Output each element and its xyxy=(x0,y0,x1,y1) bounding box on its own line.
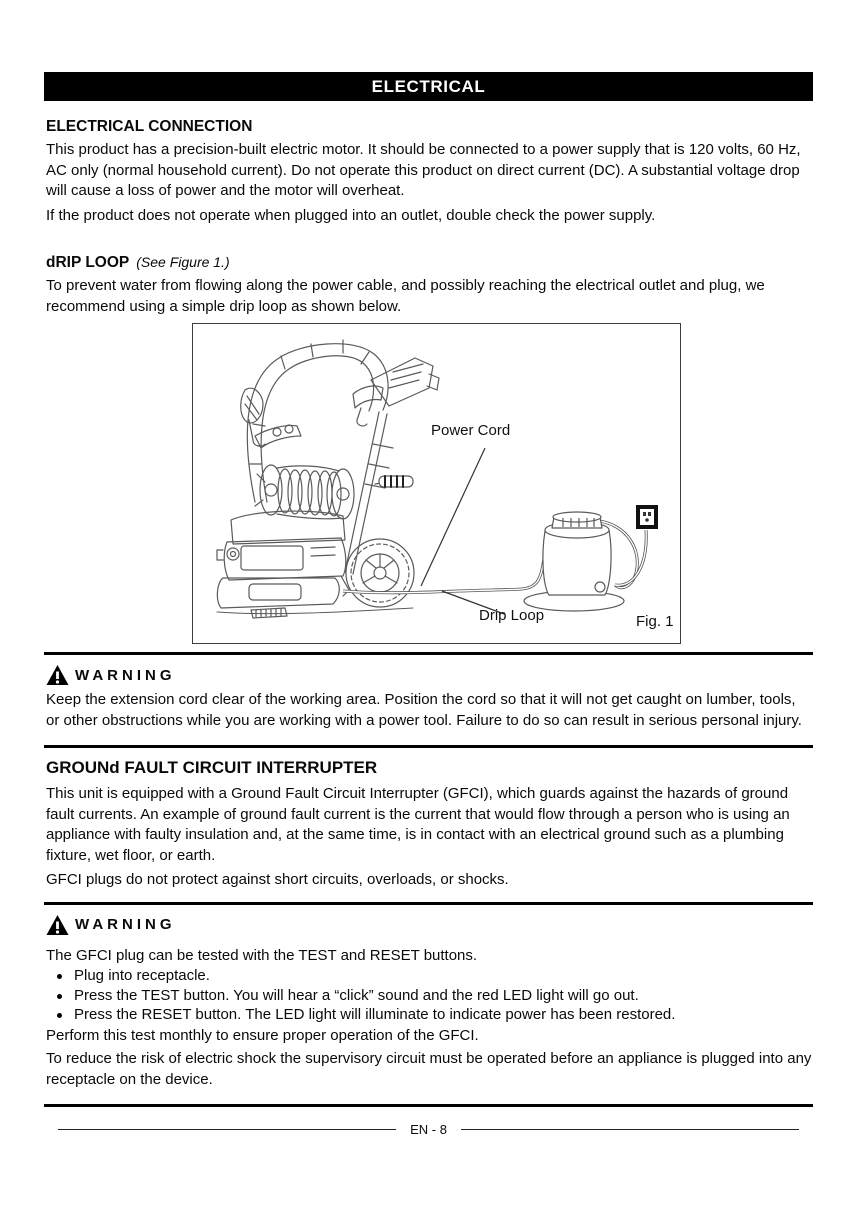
list-item xyxy=(46,966,813,986)
drip-loop-heading-note: (See Figure 1.) xyxy=(136,254,230,270)
divider-rule xyxy=(44,1104,813,1107)
power-cord-label: Power Cord xyxy=(431,422,511,439)
page-footer xyxy=(58,1119,799,1139)
electrical-connection-para2: If the product does not operate when plugged into an outlet, double check the power supply. xyxy=(46,206,656,224)
warning1-body: Keep the extension cord clear of the working area. Position the cord so that it will not get caught on lumber, tools, or other obstructions while you are working with a power tool. Failure to do so can result in serious personal injury. xyxy=(46,691,802,729)
warning2-outro1: Perform this test monthly to ensure proper operation of the GFCI. xyxy=(46,1026,479,1044)
warning2-header xyxy=(46,913,813,937)
warning2-intro: The GFCI plug can be tested with the TEST and RESET buttons. xyxy=(46,946,478,964)
outlet-icon xyxy=(636,505,658,529)
drip-loop-label: Drip Loop xyxy=(479,607,545,624)
list-item-text: Plug into receptacle. xyxy=(74,967,210,984)
drip-loop-heading-row xyxy=(46,253,813,272)
figure-1-illustration xyxy=(193,324,680,643)
list-item-text: Press the RESET button. The LED light will illuminate to indicate power has been restored. xyxy=(74,1006,676,1023)
warning2-outro2: To reduce the risk of electric shock the supervisory circuit must be operated before an appliance is plugged into any receptacle on the device. xyxy=(46,1050,812,1088)
divider-rule xyxy=(44,652,813,655)
gfci-para2: GFCI plugs do not protect against short circuits, overloads, or shocks. xyxy=(46,871,509,888)
warning1-header xyxy=(46,663,813,687)
figure-caption: Fig. 1 xyxy=(636,613,674,630)
page-content xyxy=(44,72,813,1139)
warning-triangle-icon xyxy=(46,914,69,936)
gfci-para1: This unit is equipped with a Ground Fault Circuit Interrupter (GFCI), which guards against the hazards of ground fault currents. An example of ground fault current is the current that would flow through a person who is using an appliance with faulty insulation and, at the same time, is in contact with an electrical ground such as a plumbing fixture, wet floor, or earth. xyxy=(46,785,790,864)
electrical-connection-heading: ELECTRICAL CONNECTION xyxy=(46,118,253,135)
gfci-test-steps-list xyxy=(44,966,813,1025)
divider-rule xyxy=(44,745,813,748)
footer-left-line xyxy=(58,1129,396,1130)
warning2-title: WARNING xyxy=(75,916,176,933)
warning1-title: WARNING xyxy=(75,666,176,684)
divider-rule xyxy=(44,902,813,905)
drip-loop-para: To prevent water from flowing along the power cable, and possibly reaching the electrical outlet and plug, we recommend using a simple drip loop as shown below. xyxy=(46,277,765,315)
footer-right-line xyxy=(461,1129,799,1130)
list-item-text: Press the TEST button. You will hear a “click” sound and the red LED light will go out. xyxy=(74,986,639,1004)
electrical-connection-para1: This product has a precision-built electric motor. It should be connected to a power supply that is 120 volts, 60 Hz, AC only (normal household current). Do not operate this product on direct current (DC). A substantial voltage drop will cause a loss of power and the motor will overheat. xyxy=(46,141,801,199)
drip-loop-heading: dRIP LOOP xyxy=(46,254,130,271)
section-banner-title: ELECTRICAL xyxy=(371,76,486,96)
page-number-label: EN - 8 xyxy=(410,1121,447,1137)
figure-1 xyxy=(192,323,681,644)
warning-triangle-icon xyxy=(46,664,69,686)
section-banner xyxy=(44,72,813,101)
power-cord-leader-line xyxy=(421,448,485,586)
list-item xyxy=(46,986,813,1006)
gfci-module-drawing xyxy=(524,512,624,611)
gfci-heading: GROUNd FAULT CIRCUIT INTERRUPTER xyxy=(46,758,378,777)
list-item xyxy=(46,1005,813,1025)
pressure-washer-drawing xyxy=(217,340,439,618)
